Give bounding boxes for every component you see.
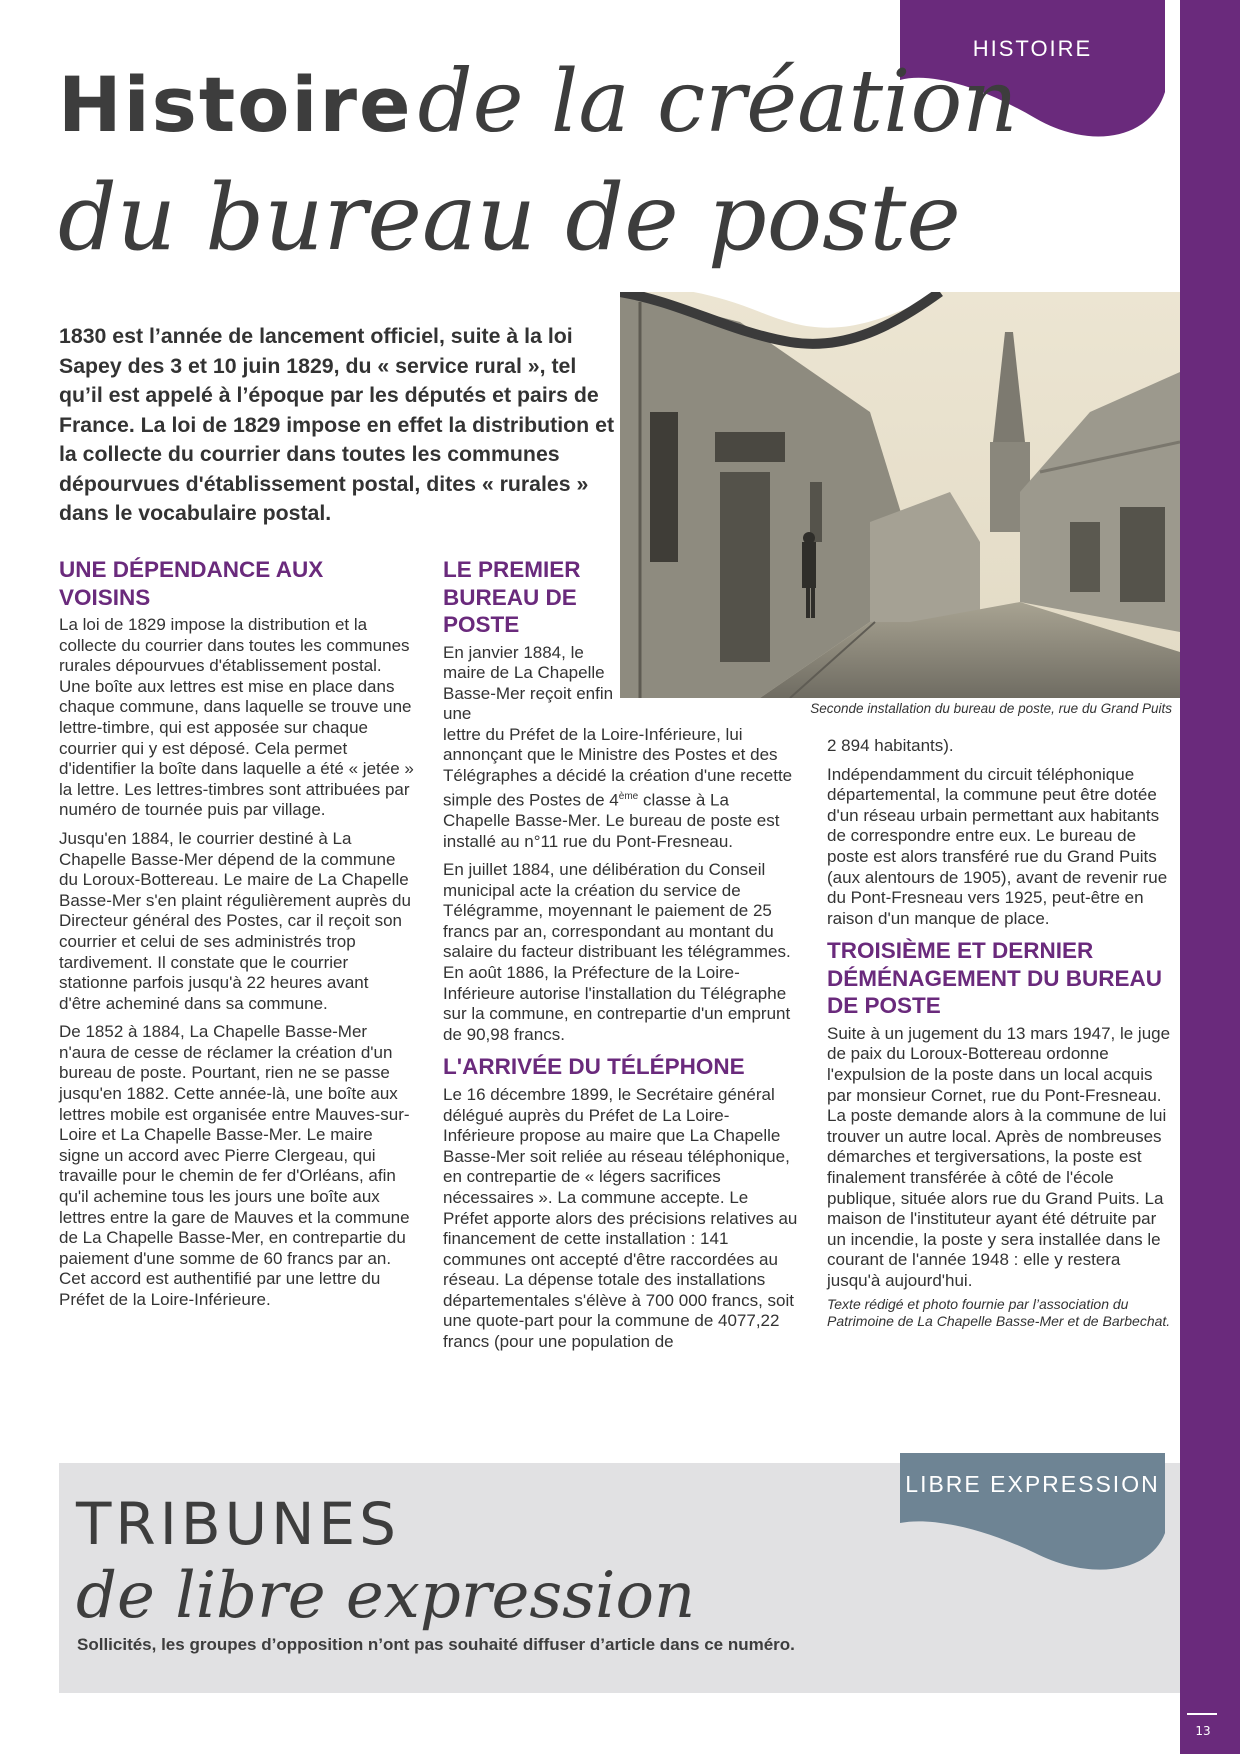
section-tab-label: HISTOIRE [972, 36, 1093, 61]
col2-paragraph-3: Le 16 décembre 1899, le Secrétaire général délégué auprès du Préfet de La Loire-Inférieure propose au maire que La Chapelle Basse-Mer soit reliée au réseau téléphonique, en contrepartie de « légers sacrifices nécessaires ». La commune accepte. Le Préfet apporte alors des précisions relatives au financement de cette installation : 141 communes ont accepté d'être raccordées au réseau. La dépense totale des installations départementales s'élève à 700 000 francs, soit une quote-part pour la commune de 4077,22 francs (pour une population de [443, 1084, 798, 1352]
tribunes-text: Sollicités, les groupes d’opposition n’ont pas souhaité diffuser d’article dans ce numéro. [77, 1635, 795, 1654]
side-accent-bar [1180, 0, 1240, 1754]
photo-caption: Seconde installation du bureau de poste, rue du Grand Puits [810, 701, 1172, 716]
column-3 [827, 736, 1171, 1338]
column-2 [443, 556, 798, 1361]
col2-paragraph-1-start: En janvier 1884, le maire de La Chapelle Basse-Mer reçoit enfin une [443, 642, 614, 724]
lead-paragraph: 1830 est l’année de lancement officiel, suite à la loi Sapey des 3 et 10 juin 1829, du « service rural », tel qu’il est appelé à l’époque par les députés et pairs de France. La loi de 1829 impose en effet la distribution et la collecte du courrier dans toutes les communes dépourvues d'établissement postal, dites « rurales » dans le vocabulaire postal. [59, 324, 615, 525]
title-sans: Histoire [58, 60, 413, 149]
col2-paragraph-1: lettre du Préfet de la Loire-Inférieure, lui annonçant que le Ministre des Postes et des Télégraphes a décidé la création d'une recette simple des Postes de 4ème classe à La Chapelle Basse-Mer. Le bureau de poste est installé au n°11 rue du Pont-Fresneau. [443, 724, 793, 851]
col1-paragraph-2: Jusqu'en 1884, le courrier destiné à La Chapelle Basse-Mer dépend de la commune du Loroux-Bottereau. Le maire de La Chapelle Basse-Mer s'en plaint régulièrement auprès du Directeur général des Postes, car il reçoit son courrier et celui de ses administrés trop tardivement. Il constate que le courrier stationne parfois jusqu'à 22 heures avant d'être acheminé dans sa commune. [59, 828, 411, 1013]
title-script-1: de la création [417, 52, 1018, 152]
heading-dependance: UNE DÉPENDANCE AUX VOISINS [59, 557, 324, 610]
page-number: 13 [1195, 1724, 1211, 1738]
col2-paragraph-2: En juillet 1884, une délibération du Conseil municipal acte la création du service de Télégramme, moyennant le paiement de 25 francs par an, correspondant au montant du salaire du facteur distribuant les télégrammes. En août 1886, la Préfecture de la Loire-Inférieure autorise l'installation du Télégraphe sur la commune, en contrepartie d'un emprunt de 90,98 francs. [443, 860, 791, 1044]
col3-paragraph-3: Suite à un jugement du 13 mars 1947, le juge de paix du Loroux-Bottereau ordonne l'expulsion de la poste dans un local acquis par monsieur Cornet, rue du Pont-Fresneau. La poste demande alors à la commune de lui trouver un autre local. Après de nombreuses démarches et tergiversations, la poste est finalement transférée à côté de l'école publique, située alors rue du Grand Puits. La maison de l'instituteur ayant été détruite par un incendie, la poste y sera installée dans le courant de l'année 1948 : elle y restera jusqu'à aujourd'hui. [827, 1023, 1171, 1290]
col3-paragraph-1: 2 894 habitants). [827, 736, 954, 755]
tribunes-title-script: de libre expression [76, 1559, 696, 1633]
libre-tab-label: LIBRE EXPRESSION [905, 1471, 1160, 1497]
tribunes-title-sans: TRIBUNES [76, 1490, 400, 1558]
credit-line: Texte rédigé et photo fournie par l’association du Patrimoine de La Chapelle Basse-Mer et de Barbechat. [827, 1295, 1171, 1329]
column-1 [59, 556, 414, 1319]
page-title [58, 44, 1018, 276]
tribunes-title [76, 1492, 695, 1636]
col1-paragraph-3: De 1852 à 1884, La Chapelle Basse-Mer n'aura de cesse de réclamer la création d'un bureau de poste. Pourtant, rien ne se passe jusqu'en 1882. Cette année-là, une boîte aux lettres mobile est organisée entre Mauves-sur-Loire et La Chapelle Basse-Mer. Le maire signe un accord avec Pierre Clergeau, qui travaille pour le chemin de fer d'Orléans, afin qu'il achemine tous les jours une boîte aux lettres entre la gare de Mauves et la commune de La Chapelle Basse-Mer, en contrepartie du paiement d'une somme de 60 francs par an. Cet accord est authentifié par une lettre du Préfet de la Loire-Inférieure. [59, 1022, 410, 1309]
heading-troisieme: TROISIÈME ET DERNIER DÉMÉNAGEMENT DU BUREAU DE POSTE [827, 938, 1163, 1019]
heading-telephone: L'ARRIVÉE DU TÉLÉPHONE [443, 1054, 745, 1080]
heading-premier-bureau: LE PREMIER BUREAU DE POSTE [443, 557, 581, 637]
section-tab-libre-expression [900, 1453, 1165, 1575]
col1-paragraph-1: La loi de 1829 impose la distribution et la collecte du courrier dans toutes les communes rurales dépourvues d'établissement postal. Une boîte aux lettres est mise en place dans chaque commune, dans laquelle se trouve une lettre-timbre, qui est apposée sur chaque courrier qui y est déposé. Cela permet d'identifier la boîte dans laquelle a été « jetée » la lettre. Les lettres-timbres sont attribuées par numéro de tournée puis par village. [59, 615, 414, 820]
col3-paragraph-2: Indépendamment du circuit téléphonique départemental, la commune peut être dotée d'un réseau urbain permettant aux habitants de correspondre entre eux. Le bureau de poste est alors transféré rue du Grand Puits (aux alentours de 1905), avant de revenir rue du Pont-Fresneau vers 1925, peut-être en raison d'un manque de place. [827, 764, 1168, 928]
title-script-2: du bureau de poste [58, 164, 961, 271]
page-number-rule [1187, 1713, 1217, 1715]
